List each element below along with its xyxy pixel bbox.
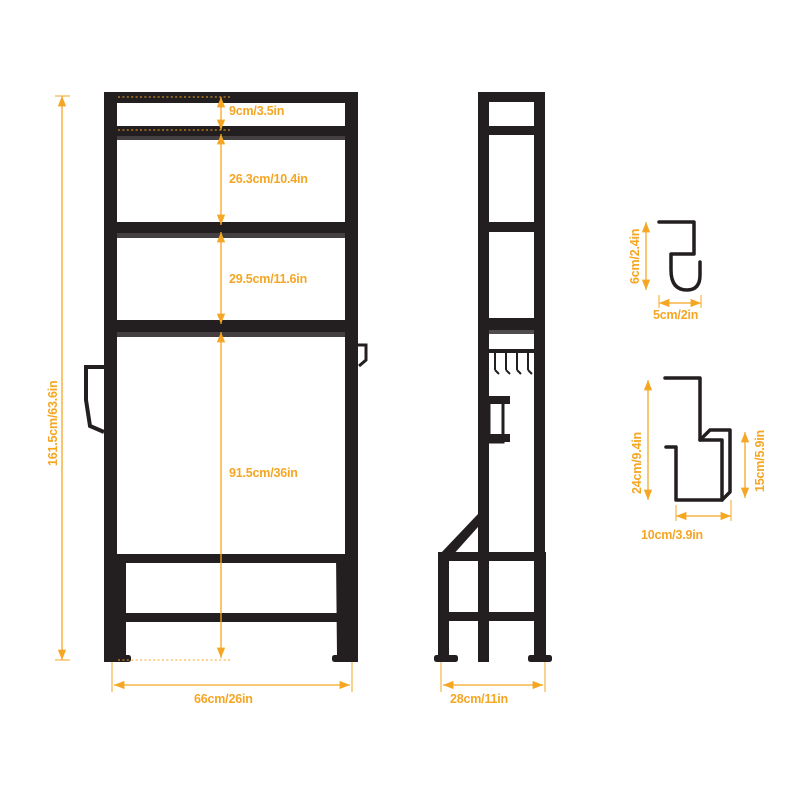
label-large-hook-height: 24cm/9.4in [630,432,644,494]
label-small-hook-width: 5cm/2in [653,308,699,322]
dim-large-hook-width [676,500,731,521]
label-large-hook-width: 10cm/3.9in [641,528,703,542]
label-small-hook-height: 6cm/2.4in [628,228,642,284]
label-front-width: 66cm/26in [194,692,253,706]
dim-front-width [112,662,352,692]
dim-small-hook-width [659,295,701,308]
label-side-depth: 28cm/11in [450,692,508,706]
label-total-height: 161.5cm/63.6in [46,380,60,466]
label-bottom-gap: 91.5cm/36in [229,466,298,480]
dim-side-depth [441,662,545,692]
dim-total-height [55,96,70,660]
label-second-gap: 26.3cm/10.4in [229,172,308,186]
label-third-gap: 29.5cm/11.6in [229,272,308,286]
label-large-hook-inner-height: 15cm/5.9in [753,430,767,492]
label-top-shelf-gap: 9cm/3.5in [229,104,285,118]
